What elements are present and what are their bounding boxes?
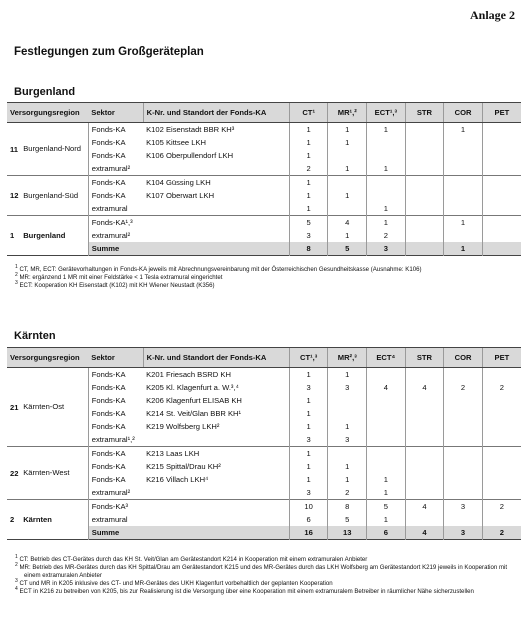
footnote <box>12 271 517 282</box>
value-cell <box>405 202 444 216</box>
column-header: K-Nr. und Standort der Fonds-KA <box>143 348 289 368</box>
region-number: 22 <box>7 447 20 500</box>
value-cell: 1 <box>289 447 328 461</box>
value-cell <box>444 162 483 176</box>
footnote-number: 2 <box>15 271 18 278</box>
table-row <box>7 176 521 190</box>
location-cell: K102 Eisenstadt BBR KH³ <box>143 123 289 137</box>
value-cell <box>405 162 444 176</box>
location-cell <box>143 433 289 447</box>
value-cell: 2 <box>289 162 328 176</box>
footnote <box>12 561 517 580</box>
value-cell: 3 <box>289 229 328 242</box>
summe-location <box>143 242 289 256</box>
page-title: Festlegungen zum Großgeräteplan <box>14 46 204 58</box>
value-cell <box>405 513 444 526</box>
value-cell: 8 <box>328 500 367 514</box>
value-cell: 6 <box>289 513 328 526</box>
value-cell: 1 <box>328 162 367 176</box>
value-cell <box>328 176 367 190</box>
value-cell <box>328 447 367 461</box>
footnote <box>12 279 517 290</box>
value-cell: 1 <box>328 136 367 149</box>
location-cell <box>143 500 289 514</box>
region-number: 2 <box>7 500 20 540</box>
column-header: STR <box>405 103 444 123</box>
footnotes-kaernten <box>12 553 517 596</box>
value-cell: 3 <box>444 500 483 514</box>
sector-cell: Fonds-KA <box>88 189 143 202</box>
value-cell <box>328 407 367 420</box>
sector-cell: Fonds-KA <box>88 473 143 486</box>
value-cell: 1 <box>367 216 406 230</box>
value-cell <box>367 176 406 190</box>
footnote-text: CT, MR, ECT: Gerätevorhaltungen in Fonds-KA jeweils mit Abrechnungsvereinbarung mit der Österreichischen Gesundheitskasse (Ausnahme: K106) <box>19 266 422 273</box>
sector-cell: Fonds-KA <box>88 381 143 394</box>
value-cell <box>444 176 483 190</box>
sector-cell: Fonds-KA <box>88 394 143 407</box>
sector-cell: extramural² <box>88 229 143 242</box>
value-cell: 1 <box>289 473 328 486</box>
value-cell: 1 <box>289 460 328 473</box>
sector-cell: Fonds-KA <box>88 149 143 162</box>
value-cell: 1 <box>289 136 328 149</box>
value-cell: 3 <box>289 433 328 447</box>
value-cell <box>367 460 406 473</box>
value-cell: 1 <box>367 123 406 137</box>
value-cell: 4 <box>405 381 444 394</box>
value-cell: 1 <box>367 473 406 486</box>
table-kaernten <box>7 347 521 540</box>
value-cell <box>482 394 521 407</box>
summe-value: 3 <box>444 526 483 540</box>
column-header: ECT¹,³ <box>367 103 406 123</box>
value-cell <box>444 407 483 420</box>
value-cell: 1 <box>328 123 367 137</box>
value-cell <box>482 149 521 162</box>
sector-cell: Fonds-KA <box>88 420 143 433</box>
value-cell <box>405 447 444 461</box>
value-cell: 1 <box>289 407 328 420</box>
region-number: 11 <box>7 123 20 176</box>
value-cell <box>482 176 521 190</box>
value-cell <box>444 447 483 461</box>
column-header: PET <box>482 348 521 368</box>
value-cell: 1 <box>289 368 328 382</box>
location-cell <box>143 202 289 216</box>
value-cell <box>367 136 406 149</box>
value-cell <box>328 149 367 162</box>
value-cell <box>405 460 444 473</box>
region-number: 21 <box>7 368 20 447</box>
value-cell <box>444 229 483 242</box>
value-cell: 1 <box>289 176 328 190</box>
value-cell <box>482 447 521 461</box>
value-cell: 2 <box>482 381 521 394</box>
value-cell <box>405 394 444 407</box>
region-name: Burgenland-Süd <box>20 176 88 216</box>
value-cell <box>367 407 406 420</box>
value-cell <box>367 189 406 202</box>
value-cell: 4 <box>367 381 406 394</box>
value-cell <box>328 394 367 407</box>
value-cell <box>482 162 521 176</box>
column-header: PET <box>482 103 521 123</box>
table-header-row <box>7 103 521 123</box>
column-header: COR <box>444 103 483 123</box>
value-cell <box>405 149 444 162</box>
location-cell: K106 Oberpullendorf LKH <box>146 151 234 160</box>
value-cell: 3 <box>328 381 367 394</box>
column-header: Sektor <box>88 348 143 368</box>
value-cell <box>482 123 521 137</box>
anlage-label: Anlage 2 <box>470 8 515 22</box>
summe-value: 3 <box>367 242 406 256</box>
location-cell <box>143 216 289 230</box>
sector-cell: Fonds-KA <box>88 407 143 420</box>
column-header: K-Nr. und Standort der Fonds-KA <box>143 103 289 123</box>
footnote <box>12 577 517 588</box>
value-cell: 1 <box>289 420 328 433</box>
column-header: CT¹,³ <box>289 348 328 368</box>
footnote-text: MR: Betrieb des MR-Gerätes durch das KH Spittal/Drau am Gerätestandort K215 und des MR-Gerätes durch das LKH Wolfsberg am Gerätestandort K219 jeweils in Kooperation mit einem extramuralen Anbieter <box>19 564 508 579</box>
value-cell <box>444 473 483 486</box>
location-cell: K205 Kl. Klagenfurt a. W.³,⁴ <box>146 383 239 392</box>
value-cell <box>405 123 444 137</box>
summe-value: 16 <box>289 526 328 540</box>
location-cell: K104 Güssing LKH <box>143 176 289 190</box>
location-cell <box>143 229 289 242</box>
footnote-number: 2 <box>15 561 18 568</box>
value-cell: 2 <box>328 486 367 500</box>
value-cell: 3 <box>328 433 367 447</box>
value-cell <box>444 136 483 149</box>
value-cell <box>482 189 521 202</box>
value-cell: 3 <box>289 381 328 394</box>
footnote-text: ECT: Kooperation KH Eisenstadt (K102) mit KH Wiener Neustadt (K356) <box>19 282 215 289</box>
value-cell <box>444 394 483 407</box>
footnote-number: 1 <box>15 553 18 560</box>
value-cell: 1 <box>367 486 406 500</box>
value-cell <box>405 368 444 382</box>
sector-cell: extramural¹,² <box>88 433 143 447</box>
value-cell <box>328 202 367 216</box>
summe-label: Summe <box>88 526 143 540</box>
value-cell <box>405 136 444 149</box>
value-cell <box>444 513 483 526</box>
value-cell <box>367 447 406 461</box>
value-cell: 2 <box>482 500 521 514</box>
footnote <box>12 263 517 274</box>
table-row <box>7 123 521 137</box>
summe-value: 4 <box>405 526 444 540</box>
value-cell: 4 <box>328 216 367 230</box>
value-cell: 1 <box>289 202 328 216</box>
region-number: 1 <box>7 216 20 256</box>
value-cell: 1 <box>289 123 328 137</box>
sector-cell: Fonds-KA <box>88 368 143 382</box>
value-cell <box>444 433 483 447</box>
location-cell <box>143 513 289 526</box>
footnote-text: CT: Betrieb des CT-Gerätes durch das KH St. Veit/Glan am Gerätestandort K214 in Kooperation mit einem extramuralen Anbieter <box>19 556 368 563</box>
value-cell <box>405 420 444 433</box>
value-cell <box>444 460 483 473</box>
value-cell <box>482 420 521 433</box>
summe-value: 1 <box>444 242 483 256</box>
sector-cell: extramural <box>88 202 143 216</box>
value-cell <box>405 407 444 420</box>
value-cell: 1 <box>328 473 367 486</box>
value-cell <box>405 189 444 202</box>
value-cell: 5 <box>328 513 367 526</box>
location-cell <box>143 162 289 176</box>
value-cell <box>405 473 444 486</box>
table-row <box>7 368 521 382</box>
footnotes-burgenland <box>12 263 517 290</box>
sector-cell: extramural² <box>88 162 143 176</box>
summe-value: 13 <box>328 526 367 540</box>
value-cell: 2 <box>444 381 483 394</box>
table-row <box>7 500 521 514</box>
value-cell: 10 <box>289 500 328 514</box>
sector-cell: Fonds-KA <box>88 447 143 461</box>
region-name: Kärnten-West <box>20 447 88 500</box>
summe-value: 8 <box>289 242 328 256</box>
value-cell: 5 <box>367 500 406 514</box>
footnote <box>12 553 517 564</box>
value-cell <box>367 368 406 382</box>
table-row <box>7 216 521 230</box>
sector-cell: Fonds-KA <box>88 136 143 149</box>
value-cell: 1 <box>328 460 367 473</box>
value-cell <box>367 420 406 433</box>
value-cell <box>405 216 444 230</box>
sector-cell: extramural² <box>88 486 143 500</box>
column-header: MR¹,² <box>328 103 367 123</box>
footnote-text: CT und MR in K205 inklusive des CT- und MR-Gerätes des UKH Klagenfurt vorbehaltlich der geplanten Kooperation <box>19 580 333 587</box>
section-heading: Burgenland <box>14 86 76 98</box>
summe-location <box>143 526 289 540</box>
value-cell <box>405 229 444 242</box>
footnote-number: 3 <box>15 279 18 286</box>
value-cell: 1 <box>289 189 328 202</box>
summe-value: 5 <box>328 242 367 256</box>
summe-value <box>482 242 521 256</box>
value-cell: 1 <box>328 368 367 382</box>
location-cell: K105 Kittsee LKH <box>146 138 207 147</box>
value-cell <box>444 486 483 500</box>
value-cell: 3 <box>289 486 328 500</box>
footnote-number: 1 <box>15 263 18 270</box>
region-number: 12 <box>7 176 20 216</box>
column-header: MR²,³ <box>328 348 367 368</box>
value-cell <box>367 433 406 447</box>
value-cell: 4 <box>405 500 444 514</box>
value-cell: 1 <box>367 202 406 216</box>
location-cell: K219 Wolfsberg LKH² <box>146 422 220 431</box>
value-cell <box>482 433 521 447</box>
value-cell <box>444 189 483 202</box>
value-cell <box>405 486 444 500</box>
region-name: Burgenland-Nord <box>20 123 88 176</box>
table-burgenland <box>7 102 521 256</box>
value-cell <box>482 486 521 500</box>
table-row <box>7 447 521 461</box>
sector-cell: Fonds-KA¹,³ <box>88 216 143 230</box>
summe-value <box>405 242 444 256</box>
footnote-number: 4 <box>15 585 18 592</box>
footnote-text: MR: ergänzend 1 MR mit einer Feldstärke < 1 Tesla extramural eingerichtet <box>19 274 223 281</box>
region-name: Kärnten-Ost <box>20 368 88 447</box>
value-cell: 1 <box>328 189 367 202</box>
location-cell: K213 Laas LKH <box>143 447 289 461</box>
location-cell <box>143 486 289 500</box>
sector-cell: Fonds-KA³ <box>88 500 143 514</box>
value-cell: 1 <box>328 229 367 242</box>
sector-cell: Fonds-KA <box>88 123 143 137</box>
value-cell <box>482 368 521 382</box>
value-cell: 1 <box>367 162 406 176</box>
summe-label: Summe <box>88 242 143 256</box>
region-name: Burgenland <box>20 216 88 256</box>
sector-cell: Fonds-KA <box>88 460 143 473</box>
location-cell: K107 Oberwart LKH <box>146 191 215 200</box>
column-header: Versorgungsregion <box>7 103 88 123</box>
value-cell <box>405 433 444 447</box>
value-cell <box>482 473 521 486</box>
value-cell: 5 <box>289 216 328 230</box>
value-cell <box>444 149 483 162</box>
value-cell <box>367 394 406 407</box>
value-cell <box>405 176 444 190</box>
value-cell: 1 <box>444 123 483 137</box>
value-cell <box>444 420 483 433</box>
value-cell <box>482 407 521 420</box>
value-cell <box>482 229 521 242</box>
value-cell: 1 <box>289 149 328 162</box>
value-cell <box>482 136 521 149</box>
footnote-number: 3 <box>15 577 18 584</box>
summe-value: 6 <box>367 526 406 540</box>
column-header: CT¹ <box>289 103 328 123</box>
table-header-row <box>7 348 521 368</box>
value-cell <box>444 368 483 382</box>
value-cell: 1 <box>444 216 483 230</box>
summe-value: 2 <box>482 526 521 540</box>
value-cell <box>444 202 483 216</box>
value-cell <box>482 513 521 526</box>
location-cell: K215 Spittal/Drau KH² <box>146 462 221 471</box>
value-cell: 1 <box>367 513 406 526</box>
value-cell <box>367 149 406 162</box>
sector-cell: Fonds-KA <box>88 176 143 190</box>
region-name: Kärnten <box>20 500 88 540</box>
section-heading: Kärnten <box>14 330 56 342</box>
value-cell: 2 <box>367 229 406 242</box>
sector-cell: extramural <box>88 513 143 526</box>
location-cell: K216 Villach LKH⁴ <box>146 475 209 484</box>
value-cell <box>482 460 521 473</box>
column-header: STR <box>405 348 444 368</box>
column-header: ECT⁴ <box>367 348 406 368</box>
location-cell: K214 St. Veit/Glan BBR KH¹ <box>146 409 242 418</box>
value-cell <box>482 202 521 216</box>
column-header: COR <box>444 348 483 368</box>
value-cell <box>482 216 521 230</box>
column-header: Versorgungsregion <box>7 348 88 368</box>
location-cell: K206 Klagenfurt ELISAB KH <box>146 396 242 405</box>
footnote <box>12 585 517 596</box>
location-cell: K201 Friesach BSRD KH <box>143 368 289 382</box>
value-cell: 1 <box>289 394 328 407</box>
value-cell: 1 <box>328 420 367 433</box>
footnote-text: ECT in K216 zu betreiben von K205, bis zur Realisierung ist die Versorgung über eine Kooperation mit einem extramuralem Betreiber in räumlicher Nähe sicherzustellen <box>19 588 474 595</box>
column-header: Sektor <box>88 103 143 123</box>
